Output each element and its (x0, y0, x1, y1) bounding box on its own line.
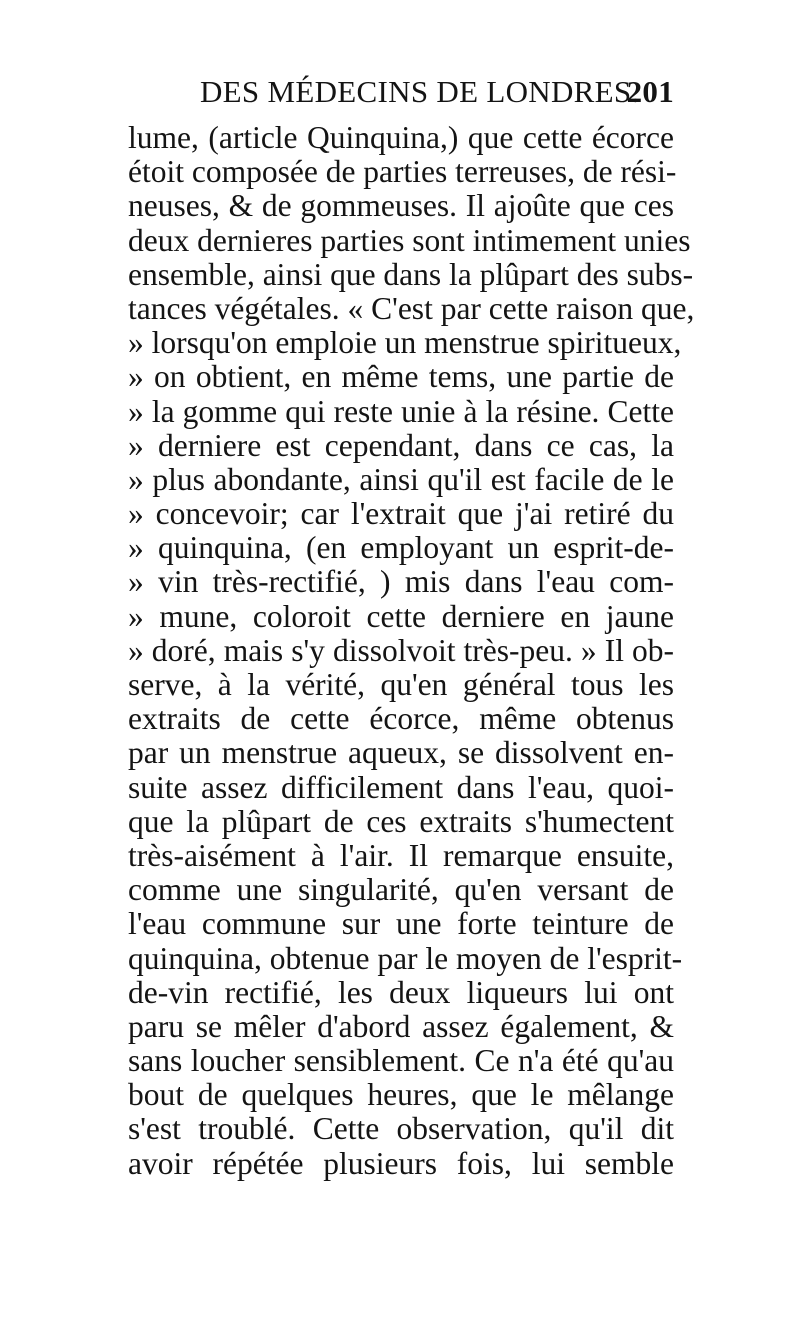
page-number: 201 (626, 74, 674, 109)
running-head: DES MÉDECINS DE LONDRES. (200, 74, 640, 109)
text-line: paru se mêler d'abord assez également, & (128, 1008, 674, 1044)
text-line: » mune, coloroit cette derniere en jaune (128, 598, 674, 634)
text-line: » plus abondante, ainsi qu'il est facile de le (128, 461, 674, 497)
text-line: deux dernieres parties sont intimement unies (128, 222, 691, 258)
text-line: étoit composée de parties terreuses, de rési- (128, 154, 677, 190)
text-line: très-aisément à l'air. Il remarque ensuite, (128, 837, 674, 873)
text-line: comme une singularité, qu'en versant de (128, 872, 674, 908)
text-line: » on obtient, en même tems, une partie de (128, 359, 674, 395)
text-line: que la plûpart de ces extraits s'humectent (128, 803, 674, 839)
text-line: par un menstrue aqueux, se dissolvent en- (128, 735, 674, 771)
text-line: sans loucher sensiblement. Ce n'a été qu'au (128, 1043, 674, 1079)
text-line: extraits de cette écorce, même obtenus (128, 701, 674, 737)
text-line: tances végétales. « C'est par cette raison que, (128, 290, 695, 326)
text-line: » quinquina, (en employant un esprit-de- (128, 530, 674, 566)
text-line: quinquina, obtenue par le moyen de l'esprit- (128, 940, 683, 976)
text-line: avoir répétée plusieurs fois, lui semble (128, 1145, 674, 1181)
text-line: neuses, & de gommeuses. Il ajoûte que ces (128, 188, 674, 224)
text-line: bout de quelques heures, que le mêlange (128, 1077, 674, 1113)
text-line: lume, (article Quinquina,) que cette écorce (128, 120, 674, 155)
text-line: de-vin rectifié, les deux liqueurs lui ont (128, 974, 674, 1010)
text-line: » la gomme qui reste unie à la résine. Cette (128, 393, 674, 429)
page-header (200, 74, 680, 118)
text-line: » lorsqu'on emploie un menstrue spiritueux, (128, 325, 682, 361)
text-line: suite assez difficilement dans l'eau, quoi- (128, 769, 674, 805)
text-line: s'est troublé. Cette observation, qu'il dit (128, 1111, 674, 1147)
body-text (128, 120, 695, 1181)
text-line: serve, à la vérité, qu'en général tous les (128, 667, 674, 702)
text-line: » concevoir; car l'extrait que j'ai retiré du (128, 496, 674, 532)
text-line: » derniere est cependant, dans ce cas, la (128, 427, 674, 463)
text-line: l'eau commune sur une forte teinture de (128, 906, 674, 942)
text-line: » vin très-rectifié, ) mis dans l'eau com- (128, 564, 674, 600)
text-line: ensemble, ainsi que dans la plûpart des subs- (128, 256, 694, 292)
text-line: » doré, mais s'y dissolvoit très-peu. » Il ob- (128, 632, 674, 668)
